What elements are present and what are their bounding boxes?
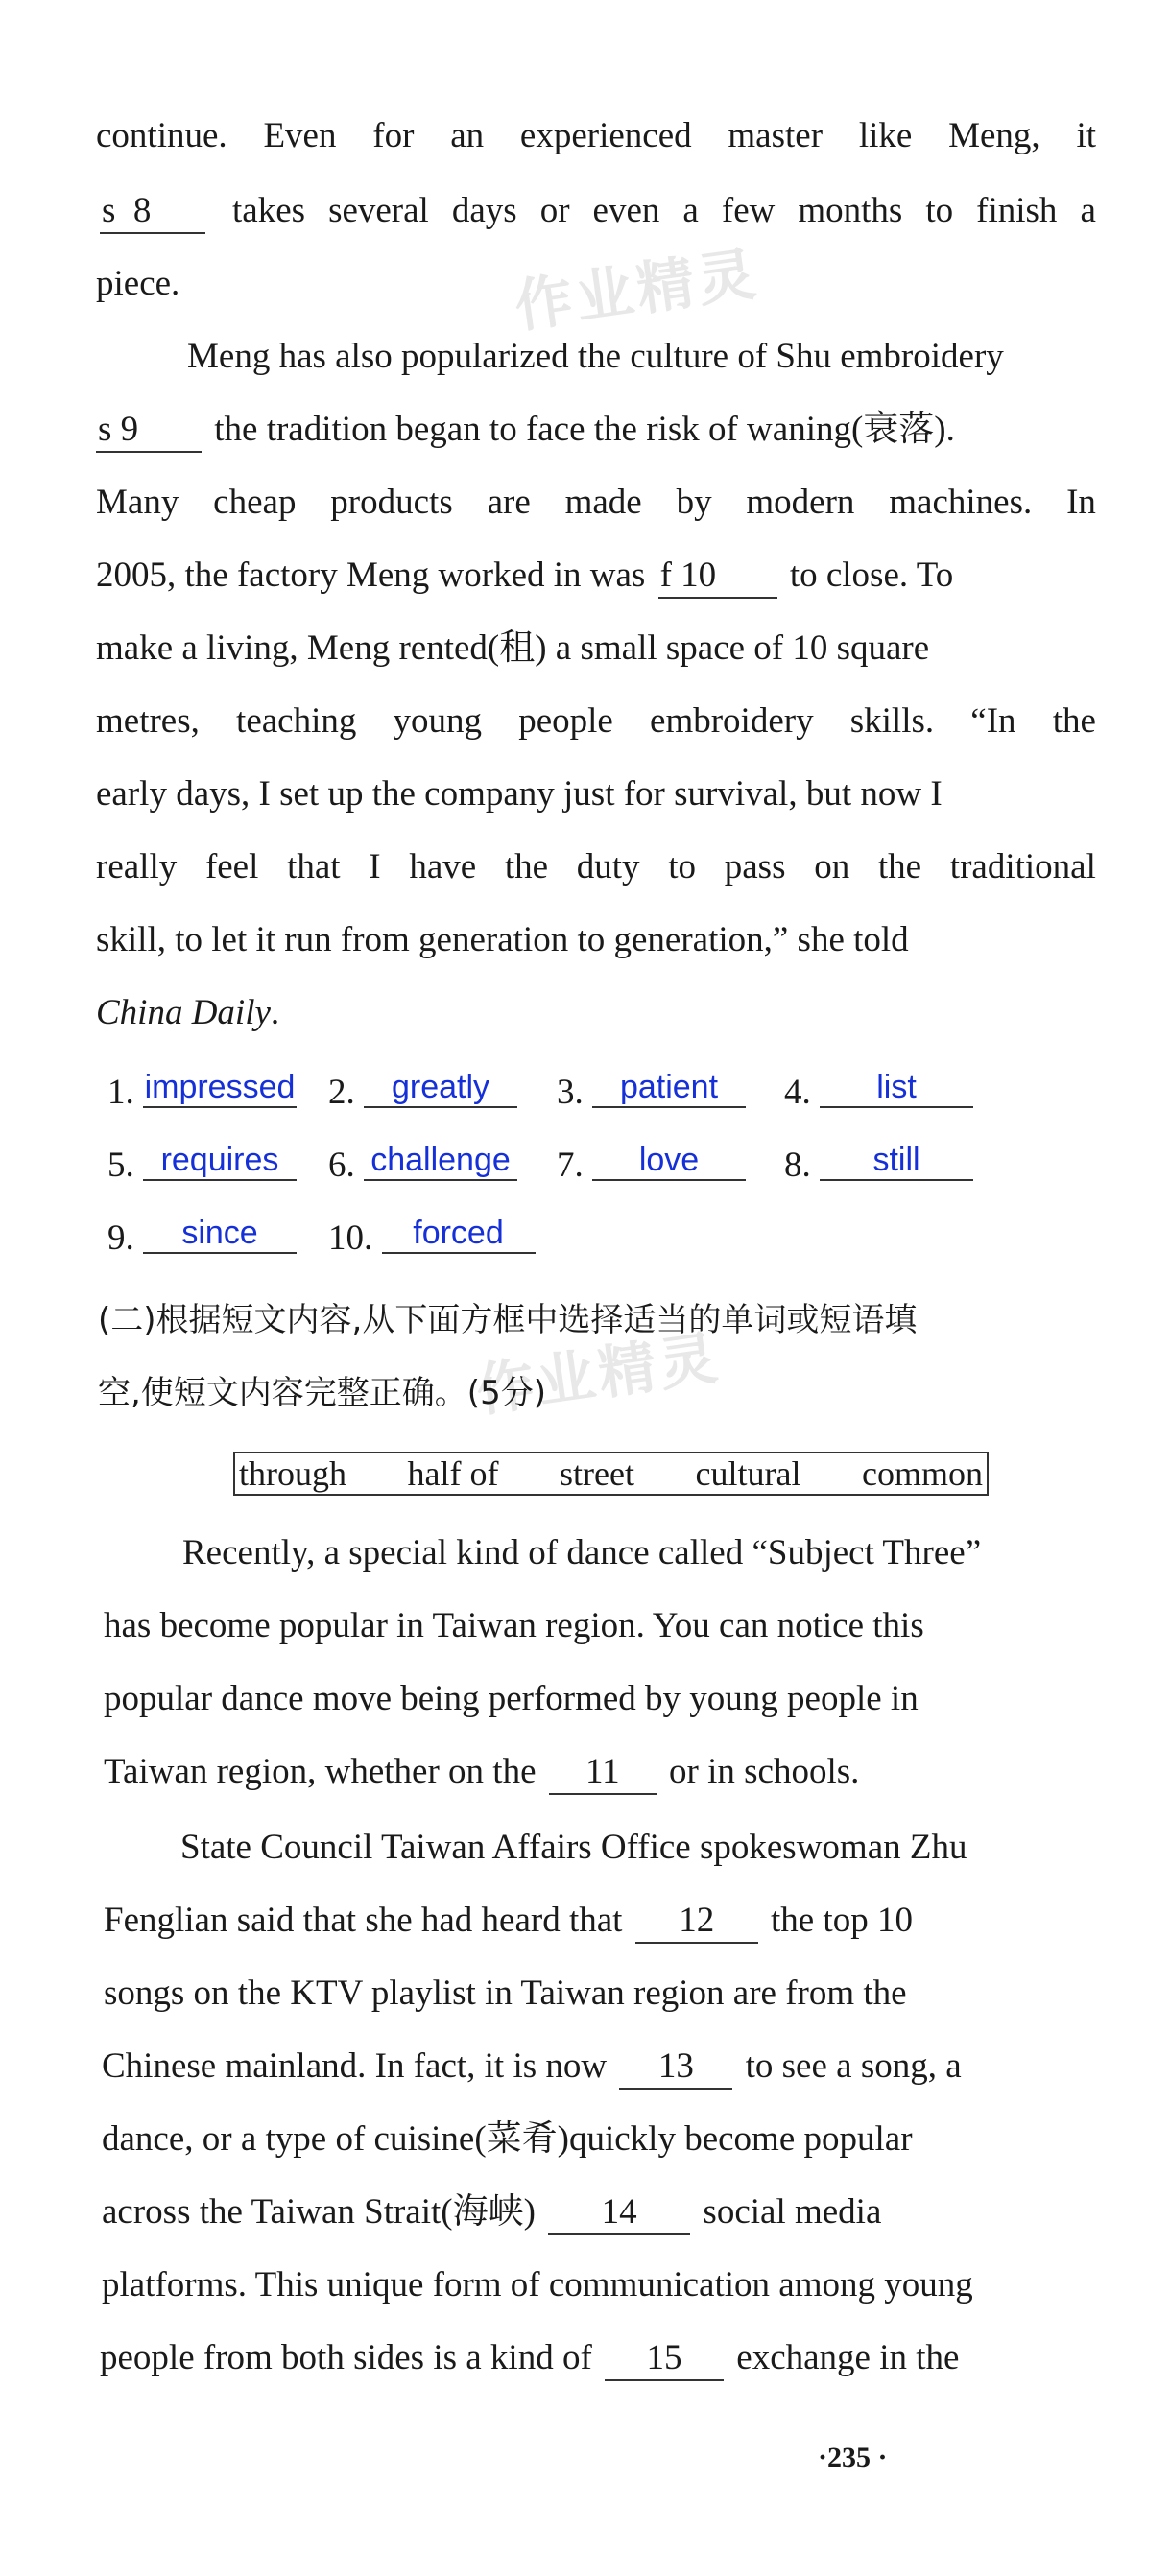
word: traditional	[949, 847, 1096, 886]
word: to	[668, 847, 697, 886]
word: few	[721, 191, 776, 230]
passage-line: s 9 the tradition began to face the risk of waning(衰落).	[96, 405, 1096, 455]
answer-word: since	[143, 1214, 297, 1254]
word-box	[233, 1452, 989, 1496]
answer-number: 6.	[328, 1146, 355, 1185]
word: really	[96, 847, 178, 886]
newspaper-title: China Daily	[96, 993, 271, 1032]
word: In	[1066, 483, 1096, 522]
word: are	[487, 483, 531, 522]
answer-item	[557, 1141, 746, 1191]
word: made	[564, 483, 642, 522]
blank-11: 11	[549, 1751, 657, 1795]
passage-line: songs on the KTV playlist in Taiwan region are from the	[104, 1973, 907, 2013]
blank-14: 14	[548, 2191, 690, 2235]
passage-line	[96, 842, 1096, 892]
passage-line	[96, 186, 1096, 236]
word: even	[592, 191, 660, 230]
passage-line	[96, 111, 1096, 161]
passage-line	[96, 478, 1096, 528]
answer-item	[107, 1068, 297, 1118]
answer-item	[328, 1214, 536, 1264]
word: to	[925, 191, 954, 230]
answer-item	[328, 1068, 517, 1118]
word: on	[814, 847, 850, 886]
answer-item	[107, 1141, 297, 1191]
word: young	[393, 701, 483, 741]
word: or	[539, 191, 570, 230]
passage-line: Fenglian said that she had heard that 12 the top 10	[104, 1896, 1096, 1946]
word: continue.	[96, 116, 227, 155]
blank-8: s 8	[100, 190, 205, 234]
section-instruction: (二)根据短文内容,从下面方框中选择适当的单词或短语填	[98, 1301, 918, 1339]
word: products	[330, 483, 453, 522]
word: Meng,	[948, 116, 1040, 155]
word: an	[450, 116, 485, 155]
blank-15: 15	[605, 2337, 724, 2381]
word-box-option: street	[560, 1454, 634, 1493]
blank-12: 12	[635, 1900, 758, 1944]
answer-word: greatly	[364, 1068, 517, 1108]
word: metres,	[96, 701, 200, 741]
word: takes	[232, 191, 306, 230]
answer-word: impressed	[143, 1068, 297, 1108]
word-box-option: common	[862, 1454, 983, 1493]
word: several	[328, 191, 429, 230]
word: the	[1052, 701, 1096, 741]
word-box-option: cultural	[695, 1454, 801, 1493]
blank-10: f 10	[658, 555, 777, 599]
answer-word: list	[820, 1068, 973, 1108]
passage-line: Recently, a special kind of dance called “Subject Three”	[182, 1533, 982, 1572]
word: like	[858, 116, 913, 155]
answer-number: 10.	[328, 1218, 373, 1258]
word: a	[1080, 191, 1096, 230]
passage-line: 2005, the factory Meng worked in was f 10 to close. To	[96, 551, 1096, 601]
word: master	[728, 116, 824, 155]
section-instruction: 空,使短文内容完整正确。(5分)	[98, 1374, 546, 1412]
answer-word: love	[592, 1141, 746, 1181]
watermark: 作业精灵	[472, 1324, 726, 1426]
word: for	[372, 116, 415, 155]
passage-line: China Daily.	[96, 993, 280, 1032]
blank-13: 13	[619, 2045, 732, 2090]
passage-line: Chinese mainland. In fact, it is now 13 to see a song, a	[102, 2042, 1096, 2092]
word: teaching	[236, 701, 357, 741]
answer-item	[784, 1068, 973, 1118]
answer-number: 9.	[107, 1218, 134, 1258]
word: months	[798, 191, 903, 230]
answer-number: 8.	[784, 1146, 811, 1185]
answer-word: forced	[382, 1214, 536, 1254]
answer-number: 2.	[328, 1073, 355, 1112]
word: “In	[970, 701, 1016, 741]
answer-item	[784, 1141, 973, 1191]
passage-line: State Council Taiwan Affairs Office spokeswoman Zhu	[180, 1828, 967, 1867]
word: machines.	[889, 483, 1033, 522]
word-box-option: through	[239, 1454, 346, 1493]
answer-item	[557, 1068, 746, 1118]
word: days	[451, 191, 517, 230]
passage-line: dance, or a type of cuisine(菜肴)quickly become popular	[102, 2119, 913, 2159]
word: that	[287, 847, 341, 886]
passage-line: people from both sides is a kind of 15 exchange in the	[100, 2333, 1096, 2383]
word: embroidery	[650, 701, 814, 741]
word: by	[676, 483, 712, 522]
answer-word: still	[820, 1141, 973, 1181]
answer-word: requires	[143, 1141, 297, 1181]
answer-number: 4.	[784, 1073, 811, 1112]
passage-line: has become popular in Taiwan region. You can notice this	[104, 1606, 924, 1645]
word: feel	[204, 847, 259, 886]
word: finish	[976, 191, 1058, 230]
watermark: 作业精灵	[511, 240, 764, 342]
word: the	[504, 847, 549, 886]
passage-line: platforms. This unique form of communication among young	[102, 2265, 973, 2304]
passage-line: piece.	[96, 264, 180, 303]
word: duty	[576, 847, 640, 886]
word: a	[682, 191, 699, 230]
word: Even	[263, 116, 337, 155]
page-number: ·235 ·	[818, 2442, 888, 2473]
answer-item	[107, 1214, 297, 1264]
word: modern	[746, 483, 855, 522]
answer-number: 7.	[557, 1146, 584, 1185]
answer-number: 3.	[557, 1073, 584, 1112]
word-box-option: half of	[407, 1454, 499, 1493]
word: it	[1076, 116, 1096, 155]
passage-line: Meng has also popularized the culture of Shu embroidery	[187, 337, 1004, 376]
word: Many	[96, 483, 179, 522]
passage-line	[96, 697, 1096, 746]
word: I	[369, 847, 381, 886]
answer-word: challenge	[364, 1141, 517, 1181]
passage-line: make a living, Meng rented(租) a small space of 10 square	[96, 628, 930, 668]
word: pass	[724, 847, 786, 886]
word: cheap	[213, 483, 297, 522]
word: have	[409, 847, 477, 886]
passage-line: early days, I set up the company just for survival, but now I	[96, 774, 943, 814]
passage-line: Taiwan region, whether on the 11 or in schools.	[104, 1747, 1096, 1797]
answer-word: patient	[592, 1068, 746, 1108]
word: skills.	[849, 701, 935, 741]
answer-item	[328, 1141, 517, 1191]
word: the	[877, 847, 922, 886]
answer-number: 1.	[107, 1073, 134, 1112]
blank-9: s 9	[96, 409, 202, 453]
passage-line: skill, to let it run from generation to generation,” she told	[96, 920, 909, 959]
passage-line: popular dance move being performed by young people in	[104, 1679, 919, 1718]
passage-line: across the Taiwan Strait(海峡) 14 social media	[102, 2187, 1096, 2237]
word: experienced	[519, 116, 692, 155]
word: people	[518, 701, 613, 741]
answer-number: 5.	[107, 1146, 134, 1185]
